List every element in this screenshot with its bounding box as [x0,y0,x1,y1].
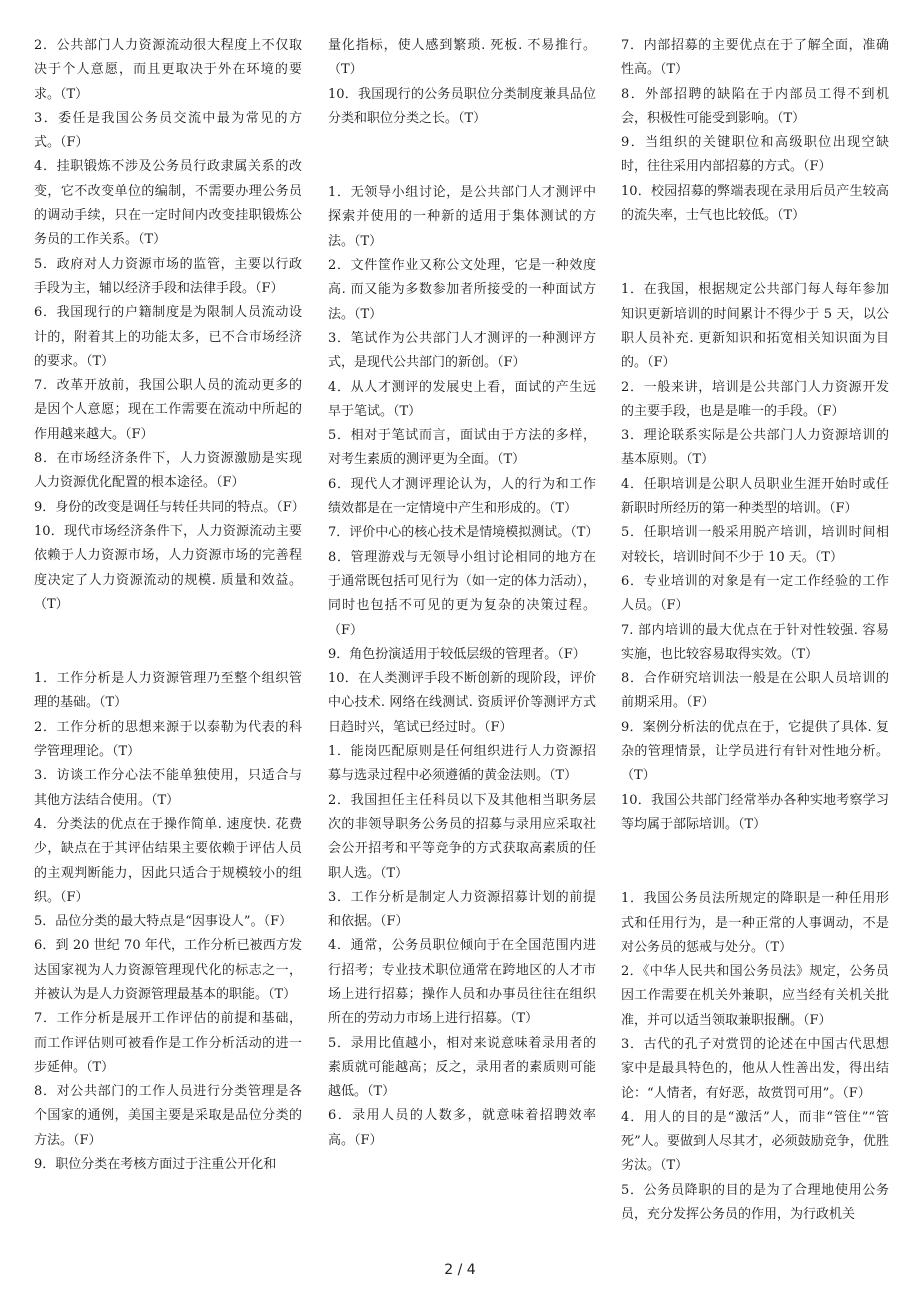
question-item: 10．现代市场经济条件下，人力资源流动主要依赖于人力资源市场，人力资源市场的完善程度决定了人力资源流动的规模. 质量和效益。（T） [34,523,302,612]
question-item: 3．委任是我国公务员交流中最为常见的方式。（F） [34,110,302,151]
question-item: 9．身份的改变是调任与转任共同的特点。（F） [34,499,305,515]
question-item: 5．录用比值越小，相对来说意味着录用者的素质就可能越高；反之，录用者的素质则可能越低。（T） [328,1035,596,1100]
question-item: 7．内部招募的主要优点在于了解全面，准确性高。（T） [621,38,889,78]
question-item: 3．工作分析是制定人力资源招募计划的前提和依据。（F） [328,889,596,930]
question-item: 7. 部内培训的最大优点在于针对性较强. 容易实施，也比较容易取得实效。（T） [621,622,889,662]
question-item: 5．政府对人力资源市场的监管，主要以行政手段为主，辅以经济手段和法律手段。（F） [34,256,302,296]
question-item: 4．分类法的优点在于操作简单. 速度快. 花费少，缺点在于其评估结果主要依赖于评估人员的主观判断能力，因此只适合于规模较小的组织。（F） [34,816,302,905]
question-item: 10．我国现行的公务员职位分类制度兼具品位分类和职位分类之长。（T） [328,86,596,126]
question-item: 10．我国公共部门经常举办各种实地考察学习等均属于部际培训。（T） [621,792,889,832]
question-item: 4．任职培训是公职人员职业生涯开始时或任新职时所经历的第一种类型的培训。（F） [621,476,889,517]
question-item: 2．文件筐作业又称公文处理，它是一种效度高. 而又能为多数参加者所接受的一种面试方法。（T） [328,258,596,322]
text-column-1 [34,34,305,1177]
question-item: 9．当组织的关键职位和高级职位出现空缺时，往往采用内部招募的方式。（F） [621,135,889,175]
question-item: 3．理论联系实际是公共部门人力资源培训的基本原则。（T） [621,428,889,468]
question-item: 7．评价中心的核心技术是情境模拟测试。（T） [328,525,599,541]
text-column-3 [621,34,889,1227]
question-item: 9．角色扮演适用于较低层级的管理者。（F） [328,646,586,662]
question-item: 6．现代人才测评理论认为，人的行为和工作绩效都是在一定情境中产生和形成的。（T） [328,476,596,517]
question-item: 2．工作分析的思想来源于以泰勒为代表的科学管理理论。（T） [34,719,302,760]
question-item: 3．古代的孔子对赏罚的论述在中国古代思想家中是最具特色的，他从人性善出发，得出结论：“人情者，有好恶，故赏罚可用”。（F） [621,1036,889,1101]
question-item: 1．在我国，根据规定公共部门每人每年参加知识更新培训的时间累计不得少于 5 天，以公职人员补充. 更新知识和拓宽相关知识面为目的。（F） [621,282,889,371]
section-gap [328,144,596,168]
question-item: 4．通常，公务员职位倾向于在全国范围内进行招考；专业技术职位通常在跨地区的人才市场上进行招募；操作人员和办事员往往在组织所在的劳动力市场上进行招募。（T） [328,938,596,1027]
question-item: 2．我国担任主任科员以下及其他相当职务层次的非领导职务公务员的招募与录用应采取社会公开招考和平等竞争的方式获取高素质的任职人选。（T） [328,792,596,881]
question-item: 1．无领导小组讨论，是公共部门人才测评中探索并使用的一种新的适用于集体测试的方法。（T） [328,185,596,249]
question-item: 1．我国公务员法所规定的降职是一种任用形式和任用行为，是一种正常的人事调动，不是对公务员的惩戒与处分。（T） [621,891,889,955]
page-number: 2 / 4 [444,1262,476,1278]
question-item: 3．访谈工作分心法不能单独使用，只适合与其他方法结合使用。（T） [34,768,302,808]
question-item: 7．工作分析是展开工作评估的前提和基础，而工作评估则可被看作是工作分析活动的进一步延伸。（T） [34,1011,302,1075]
question-item: 4．从人才测评的发展史上看，面试的产生远早于笔试。（T） [328,379,596,419]
question-item: 5．品位分类的最大特点是“因事设人”。（F） [34,914,293,930]
section-gap [34,630,302,654]
section-gap [621,850,889,874]
question-item: 5．任职培训一般采用脱产培训，培训时间相对较长，培训时间不少于 10 天。（T） [621,525,889,565]
question-item: 10．校园招募的弊端表现在录用后员产生较高的流失率，士气也比较低。（T） [621,183,889,224]
question-item: 9．案例分析法的优点在于，它提供了具体. 复杂的管理情景，让学员进行有针对性地分析。（T） [621,719,889,784]
question-item: 8．管理游戏与无领导小组讨论相同的地方在于通常既包括可见行为（如一定的体力活动），同时也包括不可见的更为复杂的决策过程。（F） [328,549,596,638]
question-item: 6．到 20 世纪 70 年代，工作分析已被西方发达国家视为人力资源管理现代化的标志之一，并被认为是人力资源管理最基本的职能。（T） [34,938,302,1002]
question-item: 8．合作研究培训法一般是在公职人员培训的前期采用。（F） [621,671,889,711]
question-item: 8．在市场经济条件下，人力资源激励是实现人力资源优化配置的根本途径。（F） [34,451,302,491]
question-item: 量化指标，使人感到繁琐. 死板. 不易推行。（T） [328,38,596,78]
section-gap [621,241,889,265]
text-column-2 [328,34,599,1153]
question-item: 2．公共部门人力资源流动很大程度上不仅取决于个人意愿，而且更取决于外在环境的要求。（T） [34,38,302,102]
question-item: 5．相对于笔试而言，面试由于方法的多样，对考生素质的测评更为全面。（T） [328,428,596,468]
question-item: 1．工作分析是人力资源管理乃至整个组织管理的基础。（T） [34,671,302,711]
question-item: 8．对公共部门的工作人员进行分类管理是各个国家的通例，美国主要是采取是品位分类的方法。（F） [34,1084,302,1148]
question-item: 4．挂职锻炼不涉及公务员行政隶属关系的改变，它不改变单位的编制，不需要办理公务员的调动手续，只在一定时间内改变挂职锻炼公务员的工作关系。（T） [34,159,302,248]
question-item: 5．公务员降职的目的是为了合理地使用公务员，充分发挥公务员的作用，为行政机关 [621,1182,889,1223]
question-item: 3．笔试作为公共部门人才测评的一种测评方式，是现代公共部门的新创。（F） [328,330,596,371]
question-item: 6．录用人员的人数多，就意味着招聘效率高。（F） [328,1108,596,1148]
question-item: 4．用人的目的是“激活”人，而非“管住”“管死”人。要做到人尽其才，必须鼓励竞争，优胜劣汰。（T） [621,1109,889,1174]
question-item: 9．职位分类在考核方面过于注重公开化和 [34,1157,277,1173]
question-item: 6．专业培训的对象是有一定工作经验的工作人员。（F） [621,573,889,614]
question-item: 7．改革开放前，我国公职人员的流动更多的是因个人意愿；现在工作需要在流动中所起的作用越来越大。（F） [34,378,302,442]
question-item: 1．能岗匹配原则是任何组织进行人力资源招募与选录过程中必须遵循的黄金法则。（T） [328,744,596,784]
question-item: 10．在人类测评手段不断创新的现阶段，评价中心技术. 网络在线测试. 资质评价等测评方式日趋时兴，笔试已经过时。（F） [328,671,596,735]
question-item: 2．《中华人民共和国公务员法》规定，公务员因工作需要在机关外兼职，应当经有关机关批准，并可以适当领取兼职报酬。（F） [621,964,889,1028]
question-item: 2．一般来讲，培训是公共部门人力资源开发的主要手段，也是是唯一的手段。（F） [621,379,889,419]
question-item: 6．我国现行的户籍制度是为限制人员流动设计的，附着其上的功能太多，已不合市场经济的要求。（T） [34,305,302,369]
question-item: 8．外部招聘的缺陷在于内部员工得不到机会，积极性可能受到影响。（T） [621,86,889,126]
